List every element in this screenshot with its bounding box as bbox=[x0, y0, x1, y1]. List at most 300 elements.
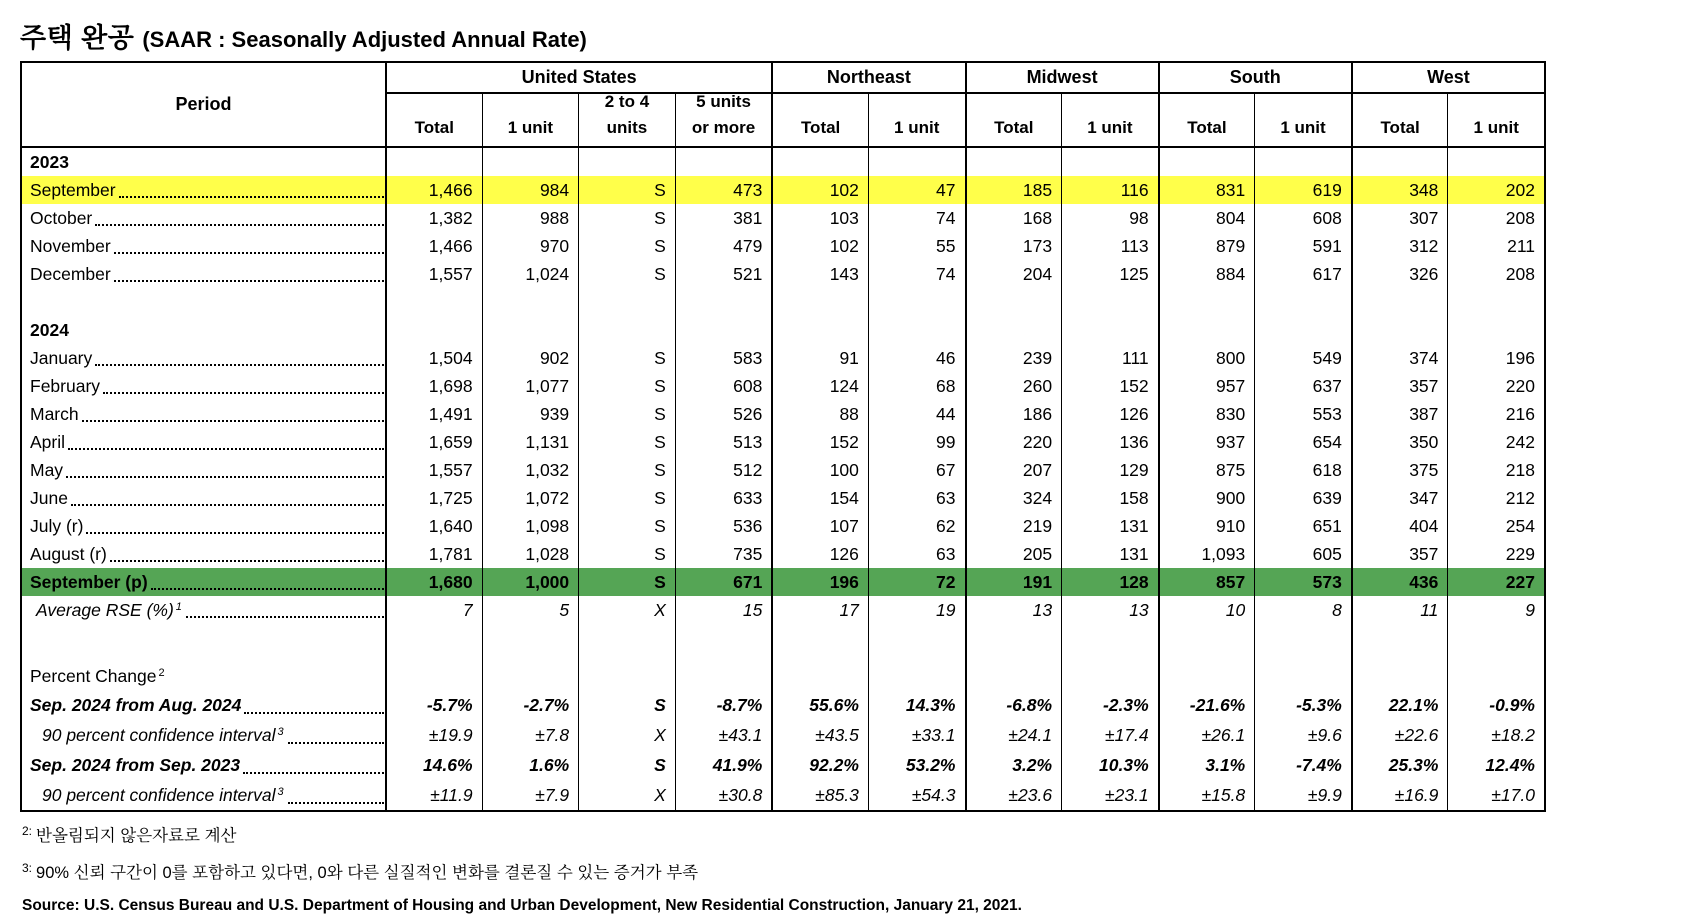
value-cell: 227 bbox=[1447, 568, 1544, 596]
value-cell: 553 bbox=[1254, 400, 1351, 428]
value-cell: 129 bbox=[1061, 456, 1158, 484]
dot-leader bbox=[71, 499, 384, 506]
region-group-header: Midwest bbox=[965, 63, 1158, 94]
period-cell bbox=[22, 428, 385, 456]
table-row bbox=[22, 260, 1544, 288]
footnote-3 bbox=[22, 859, 1682, 883]
value-cell: 229 bbox=[1447, 540, 1544, 568]
value-cell bbox=[1447, 288, 1544, 316]
value-cell bbox=[771, 662, 868, 690]
value-cell: 1,077 bbox=[482, 372, 579, 400]
row-label: 2023 bbox=[30, 151, 69, 172]
value-cell: 74 bbox=[868, 260, 965, 288]
value-cell bbox=[578, 624, 675, 662]
value-cell: 375 bbox=[1351, 456, 1448, 484]
value-cell bbox=[1447, 662, 1544, 690]
value-cell: 219 bbox=[965, 512, 1062, 540]
value-cell: 47 bbox=[868, 176, 965, 204]
value-cell bbox=[578, 662, 675, 690]
period-header-cell: Period bbox=[175, 94, 232, 114]
table-row bbox=[22, 372, 1544, 400]
column-header-line: 1 unit bbox=[1280, 117, 1326, 137]
value-cell: 111 bbox=[1061, 344, 1158, 372]
value-cell: 72 bbox=[868, 568, 965, 596]
footnote-2-text: 반올림되지 않은자료로 계산 bbox=[36, 827, 237, 845]
row-label: June bbox=[30, 487, 68, 508]
value-cell: 583 bbox=[675, 344, 772, 372]
value-cell: 211 bbox=[1447, 232, 1544, 260]
value-cell: 131 bbox=[1061, 512, 1158, 540]
period-cell bbox=[22, 568, 385, 596]
dot-leader bbox=[114, 247, 384, 254]
row-label-superscript: 2 bbox=[158, 666, 165, 679]
page-title bbox=[20, 16, 1682, 55]
value-cell: ±24.1 bbox=[965, 720, 1062, 750]
value-cell: S bbox=[578, 512, 675, 540]
value-cell: S bbox=[578, 344, 675, 372]
value-cell: 1,466 bbox=[385, 176, 482, 204]
footnotes bbox=[22, 822, 1682, 883]
value-cell: S bbox=[578, 372, 675, 400]
value-cell: 347 bbox=[1351, 484, 1448, 512]
value-cell: 11 bbox=[1351, 596, 1448, 624]
housing-completions-table bbox=[20, 61, 1546, 812]
value-cell: 242 bbox=[1447, 428, 1544, 456]
value-cell: 107 bbox=[771, 512, 868, 540]
column-header bbox=[1158, 94, 1255, 146]
value-cell: 260 bbox=[965, 372, 1062, 400]
column-header-line: 2 to 4 bbox=[604, 92, 650, 111]
value-cell: 124 bbox=[771, 372, 868, 400]
value-cell: -21.6% bbox=[1158, 690, 1255, 720]
value-cell: 55 bbox=[868, 232, 965, 260]
table-row bbox=[22, 204, 1544, 232]
value-cell: 1,098 bbox=[482, 512, 579, 540]
column-header-line: or more bbox=[691, 117, 756, 137]
value-cell: X bbox=[578, 720, 675, 750]
value-cell bbox=[1158, 148, 1255, 176]
value-cell: 348 bbox=[1351, 176, 1448, 204]
value-cell: 591 bbox=[1254, 232, 1351, 260]
value-cell: 350 bbox=[1351, 428, 1448, 456]
value-cell: 830 bbox=[1158, 400, 1255, 428]
period-cell bbox=[22, 624, 385, 662]
value-cell: 88 bbox=[771, 400, 868, 428]
value-cell: 186 bbox=[965, 400, 1062, 428]
dot-leader bbox=[103, 387, 384, 394]
value-cell: 1,024 bbox=[482, 260, 579, 288]
value-cell: 128 bbox=[1061, 568, 1158, 596]
value-cell bbox=[1061, 662, 1158, 690]
column-header bbox=[578, 94, 675, 146]
value-cell: 7 bbox=[385, 596, 482, 624]
value-cell: 957 bbox=[1158, 372, 1255, 400]
value-cell: S bbox=[578, 540, 675, 568]
column-header-line: Total bbox=[1380, 117, 1420, 137]
column-header bbox=[771, 94, 868, 146]
value-cell: 473 bbox=[675, 176, 772, 204]
value-cell: 55.6% bbox=[771, 690, 868, 720]
column-header bbox=[1447, 94, 1544, 146]
title-english: (SAAR : Seasonally Adjusted Annual Rate) bbox=[142, 27, 587, 52]
value-cell: 208 bbox=[1447, 204, 1544, 232]
value-cell: 1,093 bbox=[1158, 540, 1255, 568]
value-cell bbox=[1061, 148, 1158, 176]
value-cell: S bbox=[578, 568, 675, 596]
section-row bbox=[22, 662, 1544, 690]
value-cell bbox=[1158, 316, 1255, 344]
value-cell bbox=[868, 624, 965, 662]
table-row bbox=[22, 176, 1544, 204]
region-group-header: Northeast bbox=[771, 63, 964, 94]
value-cell: 804 bbox=[1158, 204, 1255, 232]
value-cell: 387 bbox=[1351, 400, 1448, 428]
table-row bbox=[22, 540, 1544, 568]
value-cell: 1,557 bbox=[385, 456, 482, 484]
period-cell bbox=[22, 372, 385, 400]
period-cell bbox=[22, 288, 385, 316]
value-cell: 113 bbox=[1061, 232, 1158, 260]
value-cell: X bbox=[578, 780, 675, 810]
value-cell: 608 bbox=[1254, 204, 1351, 232]
value-cell: ±18.2 bbox=[1447, 720, 1544, 750]
row-label: September (p) bbox=[30, 571, 148, 592]
value-cell: 218 bbox=[1447, 456, 1544, 484]
value-cell: 988 bbox=[482, 204, 579, 232]
value-cell bbox=[965, 662, 1062, 690]
column-header-line: Total bbox=[800, 117, 841, 137]
column-header-line: 5 units bbox=[696, 92, 751, 111]
value-cell: 168 bbox=[965, 204, 1062, 232]
value-cell bbox=[868, 148, 965, 176]
row-label: March bbox=[30, 403, 79, 424]
column-header bbox=[868, 94, 965, 146]
value-cell: ±9.6 bbox=[1254, 720, 1351, 750]
value-cell: 15 bbox=[675, 596, 772, 624]
value-cell: 984 bbox=[482, 176, 579, 204]
value-cell: ±43.1 bbox=[675, 720, 772, 750]
value-cell: 513 bbox=[675, 428, 772, 456]
value-cell: 800 bbox=[1158, 344, 1255, 372]
value-cell: ±16.9 bbox=[1351, 780, 1448, 810]
value-cell: 136 bbox=[1061, 428, 1158, 456]
spacer-row bbox=[22, 624, 1544, 662]
value-cell: 41.9% bbox=[675, 750, 772, 780]
value-cell: 10 bbox=[1158, 596, 1255, 624]
value-cell: -2.3% bbox=[1061, 690, 1158, 720]
value-cell: 1,698 bbox=[385, 372, 482, 400]
value-cell: 212 bbox=[1447, 484, 1544, 512]
row-label-superscript: 1 bbox=[175, 600, 182, 613]
column-header-line: 1 unit bbox=[1087, 117, 1133, 137]
value-cell bbox=[1158, 288, 1255, 316]
value-cell: -2.7% bbox=[482, 690, 579, 720]
value-cell: 618 bbox=[1254, 456, 1351, 484]
value-cell: 1,466 bbox=[385, 232, 482, 260]
column-header bbox=[965, 94, 1062, 146]
value-cell: 100 bbox=[771, 456, 868, 484]
dot-leader bbox=[288, 797, 384, 804]
value-cell: 549 bbox=[1254, 344, 1351, 372]
value-cell bbox=[482, 148, 579, 176]
table-row bbox=[22, 344, 1544, 372]
value-cell: 131 bbox=[1061, 540, 1158, 568]
value-cell: 735 bbox=[675, 540, 772, 568]
value-cell bbox=[1351, 288, 1448, 316]
row-label-superscript: 3 bbox=[277, 725, 284, 738]
value-cell: ±23.6 bbox=[965, 780, 1062, 810]
value-cell: 1,028 bbox=[482, 540, 579, 568]
value-cell: 324 bbox=[965, 484, 1062, 512]
value-cell: 103 bbox=[771, 204, 868, 232]
row-label: January bbox=[30, 347, 93, 368]
table-row bbox=[22, 568, 1544, 596]
value-cell bbox=[771, 624, 868, 662]
value-cell: 63 bbox=[868, 484, 965, 512]
value-cell: 207 bbox=[965, 456, 1062, 484]
value-cell: 831 bbox=[1158, 176, 1255, 204]
value-cell: 143 bbox=[771, 260, 868, 288]
value-cell bbox=[385, 316, 482, 344]
value-cell: ±43.5 bbox=[771, 720, 868, 750]
value-cell: 44 bbox=[868, 400, 965, 428]
row-label: Sep. 2024 from Sep. 2023 bbox=[30, 754, 241, 775]
table-row bbox=[22, 484, 1544, 512]
value-cell: S bbox=[578, 176, 675, 204]
value-cell: 404 bbox=[1351, 512, 1448, 540]
value-cell: 900 bbox=[1158, 484, 1255, 512]
value-cell: -5.7% bbox=[385, 690, 482, 720]
value-cell: 152 bbox=[771, 428, 868, 456]
value-cell: -5.3% bbox=[1254, 690, 1351, 720]
value-cell: ±15.8 bbox=[1158, 780, 1255, 810]
value-cell bbox=[1447, 316, 1544, 344]
value-cell: 14.3% bbox=[868, 690, 965, 720]
value-cell bbox=[771, 316, 868, 344]
value-cell bbox=[1254, 288, 1351, 316]
dot-leader bbox=[68, 443, 384, 450]
row-label: November bbox=[30, 235, 111, 256]
column-header-line: Total bbox=[1187, 117, 1227, 137]
value-cell: 196 bbox=[1447, 344, 1544, 372]
value-cell bbox=[1351, 148, 1448, 176]
value-cell: 1,640 bbox=[385, 512, 482, 540]
title-korean: 주택 완공 bbox=[20, 23, 135, 53]
value-cell: S bbox=[578, 484, 675, 512]
value-cell: 608 bbox=[675, 372, 772, 400]
value-cell: 205 bbox=[965, 540, 1062, 568]
column-header-line: 1 unit bbox=[507, 117, 554, 137]
value-cell: 374 bbox=[1351, 344, 1448, 372]
value-cell: 879 bbox=[1158, 232, 1255, 260]
value-cell: 202 bbox=[1447, 176, 1544, 204]
column-header-line: 1 unit bbox=[894, 117, 940, 137]
value-cell bbox=[965, 148, 1062, 176]
value-cell: 937 bbox=[1158, 428, 1255, 456]
period-cell bbox=[22, 662, 385, 690]
period-cell bbox=[22, 344, 385, 372]
value-cell: 326 bbox=[1351, 260, 1448, 288]
value-cell: 3.1% bbox=[1158, 750, 1255, 780]
value-cell bbox=[1061, 288, 1158, 316]
value-cell: 633 bbox=[675, 484, 772, 512]
value-cell bbox=[1447, 624, 1544, 662]
section-row bbox=[22, 316, 1544, 344]
value-cell: -7.4% bbox=[1254, 750, 1351, 780]
value-cell: 220 bbox=[1447, 372, 1544, 400]
value-cell: 436 bbox=[1351, 568, 1448, 596]
value-cell: 1,491 bbox=[385, 400, 482, 428]
value-cell bbox=[1158, 624, 1255, 662]
value-cell: 857 bbox=[1158, 568, 1255, 596]
table-row bbox=[22, 690, 1544, 720]
value-cell: 1,781 bbox=[385, 540, 482, 568]
value-cell bbox=[771, 148, 868, 176]
value-cell bbox=[965, 624, 1062, 662]
value-cell: 970 bbox=[482, 232, 579, 260]
value-cell bbox=[1351, 316, 1448, 344]
value-cell: 651 bbox=[1254, 512, 1351, 540]
table-row bbox=[22, 780, 1544, 810]
value-cell bbox=[868, 316, 965, 344]
table-row bbox=[22, 596, 1544, 624]
value-cell: 10.3% bbox=[1061, 750, 1158, 780]
value-cell: S bbox=[578, 456, 675, 484]
value-cell: 239 bbox=[965, 344, 1062, 372]
value-cell bbox=[675, 662, 772, 690]
table-row bbox=[22, 400, 1544, 428]
footnote-2 bbox=[22, 822, 1682, 846]
value-cell: 573 bbox=[1254, 568, 1351, 596]
value-cell: 671 bbox=[675, 568, 772, 596]
dot-leader bbox=[114, 275, 384, 282]
value-cell: 91 bbox=[771, 344, 868, 372]
value-cell: 13 bbox=[965, 596, 1062, 624]
value-cell: ±9.9 bbox=[1254, 780, 1351, 810]
column-header-line: Total bbox=[414, 117, 454, 137]
value-cell: 521 bbox=[675, 260, 772, 288]
value-cell: 125 bbox=[1061, 260, 1158, 288]
value-cell: 357 bbox=[1351, 372, 1448, 400]
value-cell: 126 bbox=[771, 540, 868, 568]
value-cell: 19 bbox=[868, 596, 965, 624]
value-cell: S bbox=[578, 204, 675, 232]
value-cell: 99 bbox=[868, 428, 965, 456]
value-cell bbox=[482, 624, 579, 662]
value-cell bbox=[385, 148, 482, 176]
dot-leader bbox=[288, 737, 384, 744]
value-cell: ±23.1 bbox=[1061, 780, 1158, 810]
column-header-line: 1 unit bbox=[1473, 117, 1519, 137]
value-cell: ±17.0 bbox=[1447, 780, 1544, 810]
value-cell bbox=[1061, 624, 1158, 662]
value-cell bbox=[482, 288, 579, 316]
value-cell: 13 bbox=[1061, 596, 1158, 624]
value-cell: 1.6% bbox=[482, 750, 579, 780]
table-row bbox=[22, 720, 1544, 750]
value-cell: 196 bbox=[771, 568, 868, 596]
value-cell: 67 bbox=[868, 456, 965, 484]
value-cell: 191 bbox=[965, 568, 1062, 596]
value-cell: 208 bbox=[1447, 260, 1544, 288]
section-row bbox=[22, 148, 1544, 176]
value-cell: 185 bbox=[965, 176, 1062, 204]
value-cell: 619 bbox=[1254, 176, 1351, 204]
row-label: Sep. 2024 from Aug. 2024 bbox=[30, 694, 242, 715]
value-cell: S bbox=[578, 232, 675, 260]
value-cell: 875 bbox=[1158, 456, 1255, 484]
value-cell bbox=[675, 316, 772, 344]
value-cell: -6.8% bbox=[965, 690, 1062, 720]
value-cell bbox=[482, 662, 579, 690]
value-cell: 381 bbox=[675, 204, 772, 232]
dot-leader bbox=[82, 415, 384, 422]
period-cell bbox=[22, 540, 385, 568]
value-cell: 1,659 bbox=[385, 428, 482, 456]
table-header bbox=[22, 63, 1544, 148]
dot-leader bbox=[151, 583, 384, 590]
row-label: February bbox=[30, 375, 101, 396]
value-cell bbox=[1254, 624, 1351, 662]
value-cell: ±26.1 bbox=[1158, 720, 1255, 750]
dot-leader bbox=[66, 471, 384, 478]
value-cell: 605 bbox=[1254, 540, 1351, 568]
value-cell bbox=[868, 662, 965, 690]
value-cell: ±11.9 bbox=[385, 780, 482, 810]
value-cell: 152 bbox=[1061, 372, 1158, 400]
period-cell bbox=[22, 512, 385, 540]
value-cell: S bbox=[578, 750, 675, 780]
value-cell bbox=[482, 316, 579, 344]
period-cell bbox=[22, 260, 385, 288]
value-cell bbox=[1061, 316, 1158, 344]
value-cell: S bbox=[578, 690, 675, 720]
value-cell: -8.7% bbox=[675, 690, 772, 720]
value-cell bbox=[675, 288, 772, 316]
footnote-2-marker: 2: bbox=[22, 823, 33, 838]
value-cell: 939 bbox=[482, 400, 579, 428]
value-cell bbox=[965, 316, 1062, 344]
table-row bbox=[22, 232, 1544, 260]
value-cell: 654 bbox=[1254, 428, 1351, 456]
value-cell: 312 bbox=[1351, 232, 1448, 260]
row-label: April bbox=[30, 431, 66, 452]
value-cell: 512 bbox=[675, 456, 772, 484]
column-header-line: units bbox=[606, 117, 648, 137]
row-label: 2024 bbox=[30, 319, 69, 340]
table-row bbox=[22, 750, 1544, 780]
value-cell: 92.2% bbox=[771, 750, 868, 780]
value-cell bbox=[1254, 148, 1351, 176]
value-cell bbox=[578, 288, 675, 316]
value-cell: 126 bbox=[1061, 400, 1158, 428]
value-cell: 1,032 bbox=[482, 456, 579, 484]
value-cell: -0.9% bbox=[1447, 690, 1544, 720]
value-cell: 116 bbox=[1061, 176, 1158, 204]
value-cell: 14.6% bbox=[385, 750, 482, 780]
value-cell: 3.2% bbox=[965, 750, 1062, 780]
period-cell bbox=[22, 780, 385, 810]
value-cell: 62 bbox=[868, 512, 965, 540]
value-cell: 154 bbox=[771, 484, 868, 512]
column-header bbox=[1254, 94, 1351, 146]
value-cell: ±7.8 bbox=[482, 720, 579, 750]
value-cell: 254 bbox=[1447, 512, 1544, 540]
value-cell bbox=[675, 148, 772, 176]
column-header bbox=[675, 94, 772, 146]
value-cell: 884 bbox=[1158, 260, 1255, 288]
value-cell: 1,131 bbox=[482, 428, 579, 456]
